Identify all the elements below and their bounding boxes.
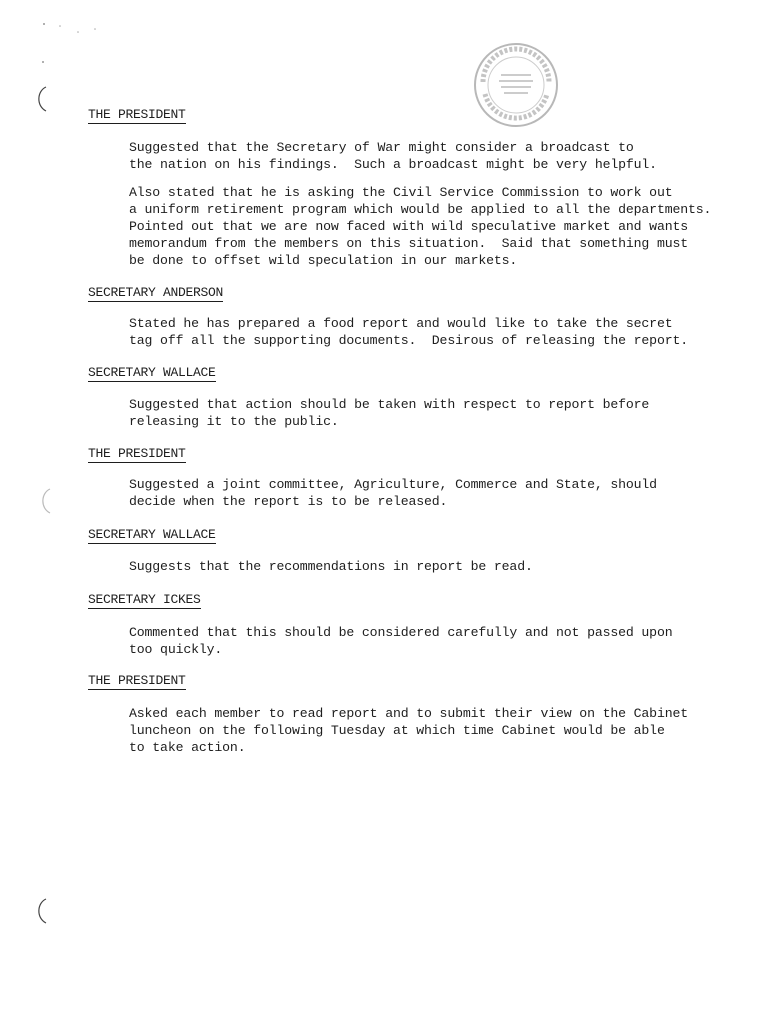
statement-paragraph: Asked each member to read report and to submit their view on the Cabinet luncheon on the following Tuesday at which time Cabinet would be able to take action.: [129, 706, 688, 755]
statement-paragraph: Also stated that he is asking the Civil Service Commission to work out a uniform retirement program which would be applied to all the departments. Pointed out that we are now faced with wild speculative market and wants memorandum from the members on this situation. Said that something must be done to offset wild speculation in our markets.: [129, 185, 712, 268]
binder-hole-mark-top: [34, 86, 48, 112]
speaker-heading: THE PRESIDENT: [88, 446, 186, 461]
speaker-heading: THE PRESIDENT: [88, 107, 186, 122]
speaker-heading: SECRETARY ICKES: [88, 592, 201, 607]
speaker-heading: THE PRESIDENT: [88, 673, 186, 688]
scan-specks: [40, 20, 110, 70]
speaker-heading: SECRETARY ANDERSON: [88, 285, 224, 300]
speaker-heading: SECRETARY WALLACE: [88, 365, 216, 380]
binder-hole-mark-bottom: [34, 898, 48, 924]
speaker-heading: SECRETARY WALLACE: [88, 527, 216, 542]
statement-paragraph: Commented that this should be considered carefully and not passed upon too quickly.: [129, 625, 673, 657]
statement-paragraph: Suggested that the Secretary of War might consider a broadcast to the nation on his findings. Such a broadcast might be very helpful.: [129, 140, 657, 172]
statement-paragraph: Suggested that action should be taken with respect to report before releasing it to the public.: [129, 397, 650, 429]
statement-paragraph: Suggested a joint committee, Agriculture, Commerce and State, should decide when the report is to be released.: [129, 477, 657, 509]
statement-paragraph: Suggests that the recommendations in report be read.: [129, 559, 533, 574]
archive-seal-icon: [473, 42, 559, 128]
statement-paragraph: Stated he has prepared a food report and would like to take the secret tag off all the supporting documents. Desirous of releasing the report.: [129, 316, 688, 348]
binder-hole-mark-middle: [38, 488, 52, 514]
